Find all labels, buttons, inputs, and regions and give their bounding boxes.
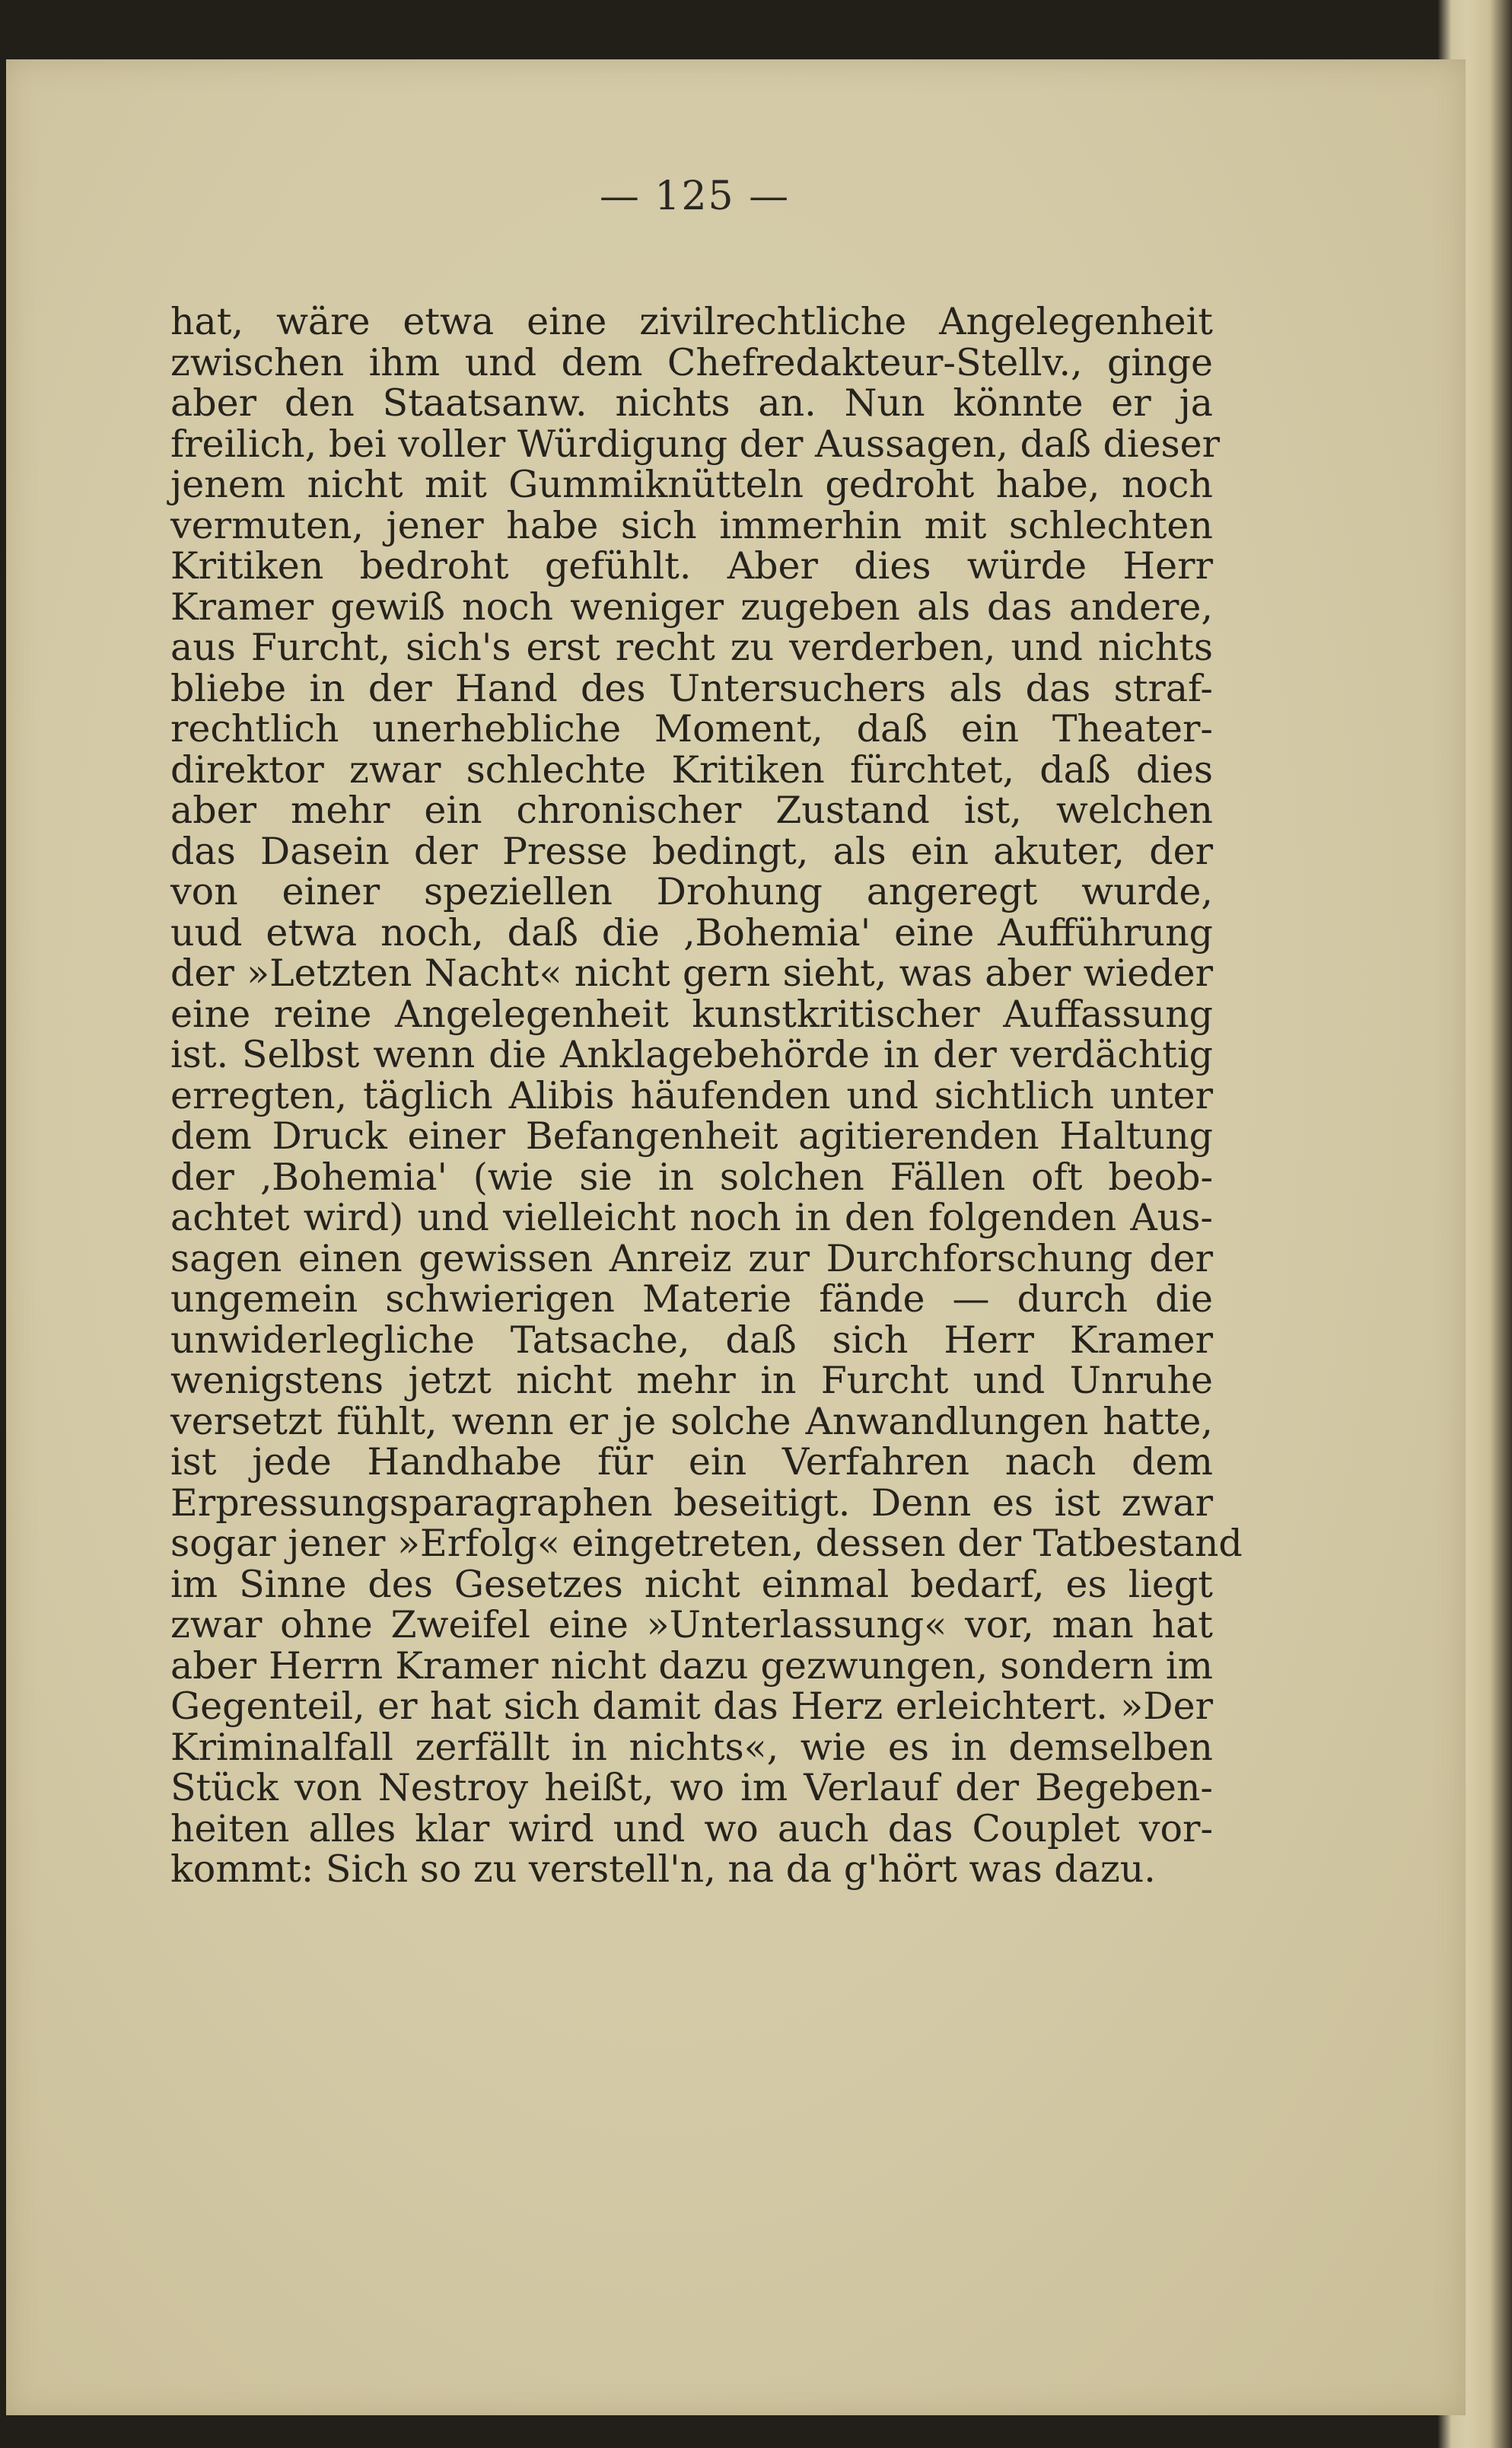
- text-line: von einer speziellen Drohung angeregt wurde,: [170, 870, 1213, 913]
- text-line: ungemein schwierigen Materie fände — durch die: [170, 1277, 1213, 1321]
- text-line: Gegenteil, er hat sich damit das Herz erleichtert. »Der: [170, 1685, 1213, 1728]
- page-number: — 125 —: [599, 174, 791, 219]
- page-body-text: [170, 300, 1243, 1891]
- text-line: ist jede Handhabe für ein Verfahren nach dem: [170, 1440, 1213, 1484]
- text-line: aber mehr ein chronischer Zustand ist, welchen: [170, 789, 1213, 832]
- text-line: erregten, täglich Alibis häufenden und sichtlich unter: [170, 1073, 1213, 1117]
- text-line: Kritiken bedroht gefühlt. Aber dies würde Herr: [170, 544, 1213, 588]
- text-line: achtet wird) und vielleicht noch in den folgenden Aus-: [170, 1196, 1213, 1239]
- text-line: sagen einen gewissen Anreiz zur Durchforschung der: [170, 1236, 1213, 1280]
- text-line: hat, wäre etwa eine zivilrechtliche Angelegenheit: [170, 300, 1213, 343]
- text-line: Stück von Nestroy heißt, wo im Verlauf der Begeben-: [170, 1766, 1213, 1809]
- text-line: wenigstens jetzt nicht mehr in Furcht und Unruhe: [170, 1359, 1213, 1402]
- text-line: versetzt fühlt, wenn er je solche Anwandlungen hatte,: [170, 1399, 1213, 1443]
- text-line: der ‚Bohemia' (wie sie in solchen Fällen oft beob-: [170, 1155, 1213, 1199]
- text-line: Erpressungsparagraphen beseitigt. Denn es ist zwar: [170, 1481, 1213, 1525]
- text-line: kommt: Sich so zu verstell'n, na da g'hört was dazu.: [170, 1847, 1156, 1891]
- text-line: rechtlich unerhebliche Moment, daß ein Theater-: [170, 707, 1213, 751]
- text-line: aber den Staatsanw. nichts an. Nun könnte er ja: [170, 381, 1213, 425]
- text-line: dem Druck einer Befangenheit agitierenden Haltung: [170, 1114, 1213, 1158]
- text-line: freilich, bei voller Würdigung der Aussagen, daß dieser: [170, 422, 1221, 466]
- text-line: vermuten, jener habe sich immerhin mit schlechten: [170, 503, 1213, 547]
- text-line: direktor zwar schlechte Kritiken fürchtet, daß dies: [170, 747, 1213, 792]
- text-line: der »Letzten Nacht« nicht gern sieht, was aber wieder: [170, 951, 1213, 995]
- text-line: sogar jener »Erfolg« eingetreten, dessen der Tatbestand: [170, 1522, 1243, 1565]
- book-page: [6, 59, 1466, 2415]
- text-line: Kriminalfall zerfällt in nichts«, wie es in demselben: [170, 1725, 1213, 1769]
- text-line: bliebe in der Hand des Untersuchers als das straf-: [170, 666, 1213, 710]
- text-line: uud etwa noch, daß die ‚Bohemia' eine Aufführung: [170, 910, 1213, 955]
- text-line: Kramer gewiß noch weniger zugeben als das andere,: [170, 585, 1213, 629]
- text-line: zwar ohne Zweifel eine »Unterlassung« vor, man hat: [170, 1603, 1213, 1646]
- text-line: das Dasein der Presse bedingt, als ein akuter, der: [170, 829, 1213, 873]
- text-line: zwischen ihm und dem Chefredakteur-Stellv., ginge: [170, 340, 1213, 384]
- text-line: jenem nicht mit Gummiknütteln gedroht habe, noch: [170, 463, 1213, 506]
- text-line: aber Herrn Kramer nicht dazu gezwungen, sondern im: [170, 1643, 1213, 1688]
- text-line: ist. Selbst wenn die Anklagebehörde in der verdächtig: [170, 1033, 1213, 1076]
- text-line: aus Furcht, sich's erst recht zu verderben, und nichts: [170, 626, 1213, 669]
- text-line: unwiderlegliche Tatsache, daß sich Herr Kramer: [170, 1318, 1213, 1362]
- text-line: heiten alles klar wird und wo auch das Couplet vor-: [170, 1806, 1213, 1850]
- text-line: im Sinne des Gesetzes nicht einmal bedarf, es liegt: [170, 1562, 1213, 1606]
- text-line: eine reine Angelegenheit kunstkritischer Auffassung: [170, 992, 1213, 1036]
